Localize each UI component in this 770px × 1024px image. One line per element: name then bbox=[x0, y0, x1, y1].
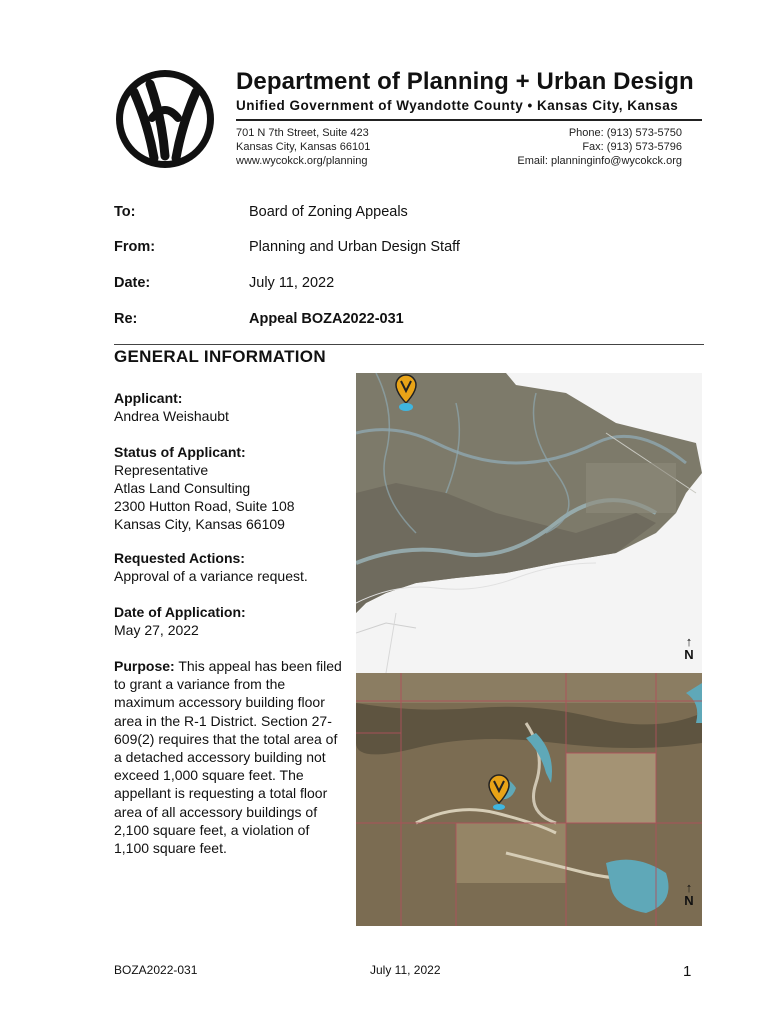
letterhead-rule bbox=[236, 119, 702, 121]
status-line: Kansas City, Kansas 66109 bbox=[114, 516, 285, 532]
actions-value: Approval of a variance request. bbox=[114, 568, 308, 584]
status-line: 2300 Hutton Road, Suite 108 bbox=[114, 498, 295, 514]
purpose-label: Purpose: bbox=[114, 658, 175, 674]
site-map-image bbox=[356, 673, 702, 926]
applicant-label: Applicant: bbox=[114, 390, 183, 406]
site-map bbox=[356, 673, 702, 926]
section-title: GENERAL INFORMATION bbox=[114, 347, 326, 366]
actions-block bbox=[114, 549, 350, 585]
date-value: July 11, 2022 bbox=[249, 275, 335, 291]
status-line: Representative bbox=[114, 462, 209, 478]
purpose-text: This appeal has been filed to grant a variance from the maximum accessory building floor area in the R-1 District. Section 27-609(2) requires that the total area of a detached accessory building not exceed 1,000 square feet. The appellant is requesting a total floor area of all accessory buildings of 2,100 square feet, a violation of 1,100 square feet. bbox=[114, 658, 342, 857]
to-label: To: bbox=[114, 204, 136, 220]
to-value: Board of Zoning Appeals bbox=[249, 204, 408, 220]
department-logo bbox=[114, 66, 216, 172]
status-block bbox=[114, 443, 350, 533]
from-value: Planning and Urban Design Staff bbox=[249, 239, 460, 255]
fax-number: Fax: (913) 573-5796 bbox=[582, 141, 682, 153]
application-date-block bbox=[114, 603, 350, 639]
north-arrow-icon bbox=[682, 881, 696, 907]
vicinity-map-image bbox=[356, 373, 702, 673]
date-label: Date: bbox=[114, 275, 151, 291]
re-value: Appeal BOZA2022-031 bbox=[249, 311, 404, 327]
footer-date: July 11, 2022 bbox=[370, 963, 441, 977]
applicant-value: Andrea Weishaubt bbox=[114, 408, 229, 424]
north-arrow-glyph: ↑ bbox=[685, 880, 693, 895]
re-label: Re: bbox=[114, 311, 138, 327]
page-number: 1 bbox=[683, 963, 692, 980]
phone-number: Phone: (913) 573-5750 bbox=[568, 127, 682, 139]
department-subtitle: Unified Government of Wyandotte County • Kansas City, Kansas bbox=[236, 98, 679, 113]
purpose-paragraph bbox=[114, 657, 346, 857]
applicant-block bbox=[114, 389, 350, 425]
north-arrow-icon bbox=[682, 635, 696, 661]
address-line-2: Kansas City, Kansas 66101 bbox=[236, 141, 371, 153]
address-line-1: 701 N 7th Street, Suite 423 bbox=[236, 127, 369, 139]
department-title: Department of Planning + Urban Design bbox=[236, 68, 694, 95]
website-link[interactable]: www.wycokck.org/planning bbox=[236, 155, 368, 167]
section-rule bbox=[114, 344, 704, 345]
application-date-label: Date of Application: bbox=[114, 604, 246, 620]
footer-case-number: BOZA2022-031 bbox=[114, 963, 198, 977]
email-address[interactable]: Email: planninginfo@wycokck.org bbox=[517, 155, 682, 167]
from-label: From: bbox=[114, 239, 156, 255]
status-line: Atlas Land Consulting bbox=[114, 480, 251, 496]
vicinity-map bbox=[356, 373, 702, 673]
application-date-value: May 27, 2022 bbox=[114, 622, 199, 638]
status-label: Status of Applicant: bbox=[114, 444, 246, 460]
north-label: N bbox=[684, 647, 694, 662]
north-arrow-glyph: ↑ bbox=[685, 634, 693, 649]
actions-label: Requested Actions: bbox=[114, 550, 245, 566]
north-label: N bbox=[684, 893, 694, 908]
